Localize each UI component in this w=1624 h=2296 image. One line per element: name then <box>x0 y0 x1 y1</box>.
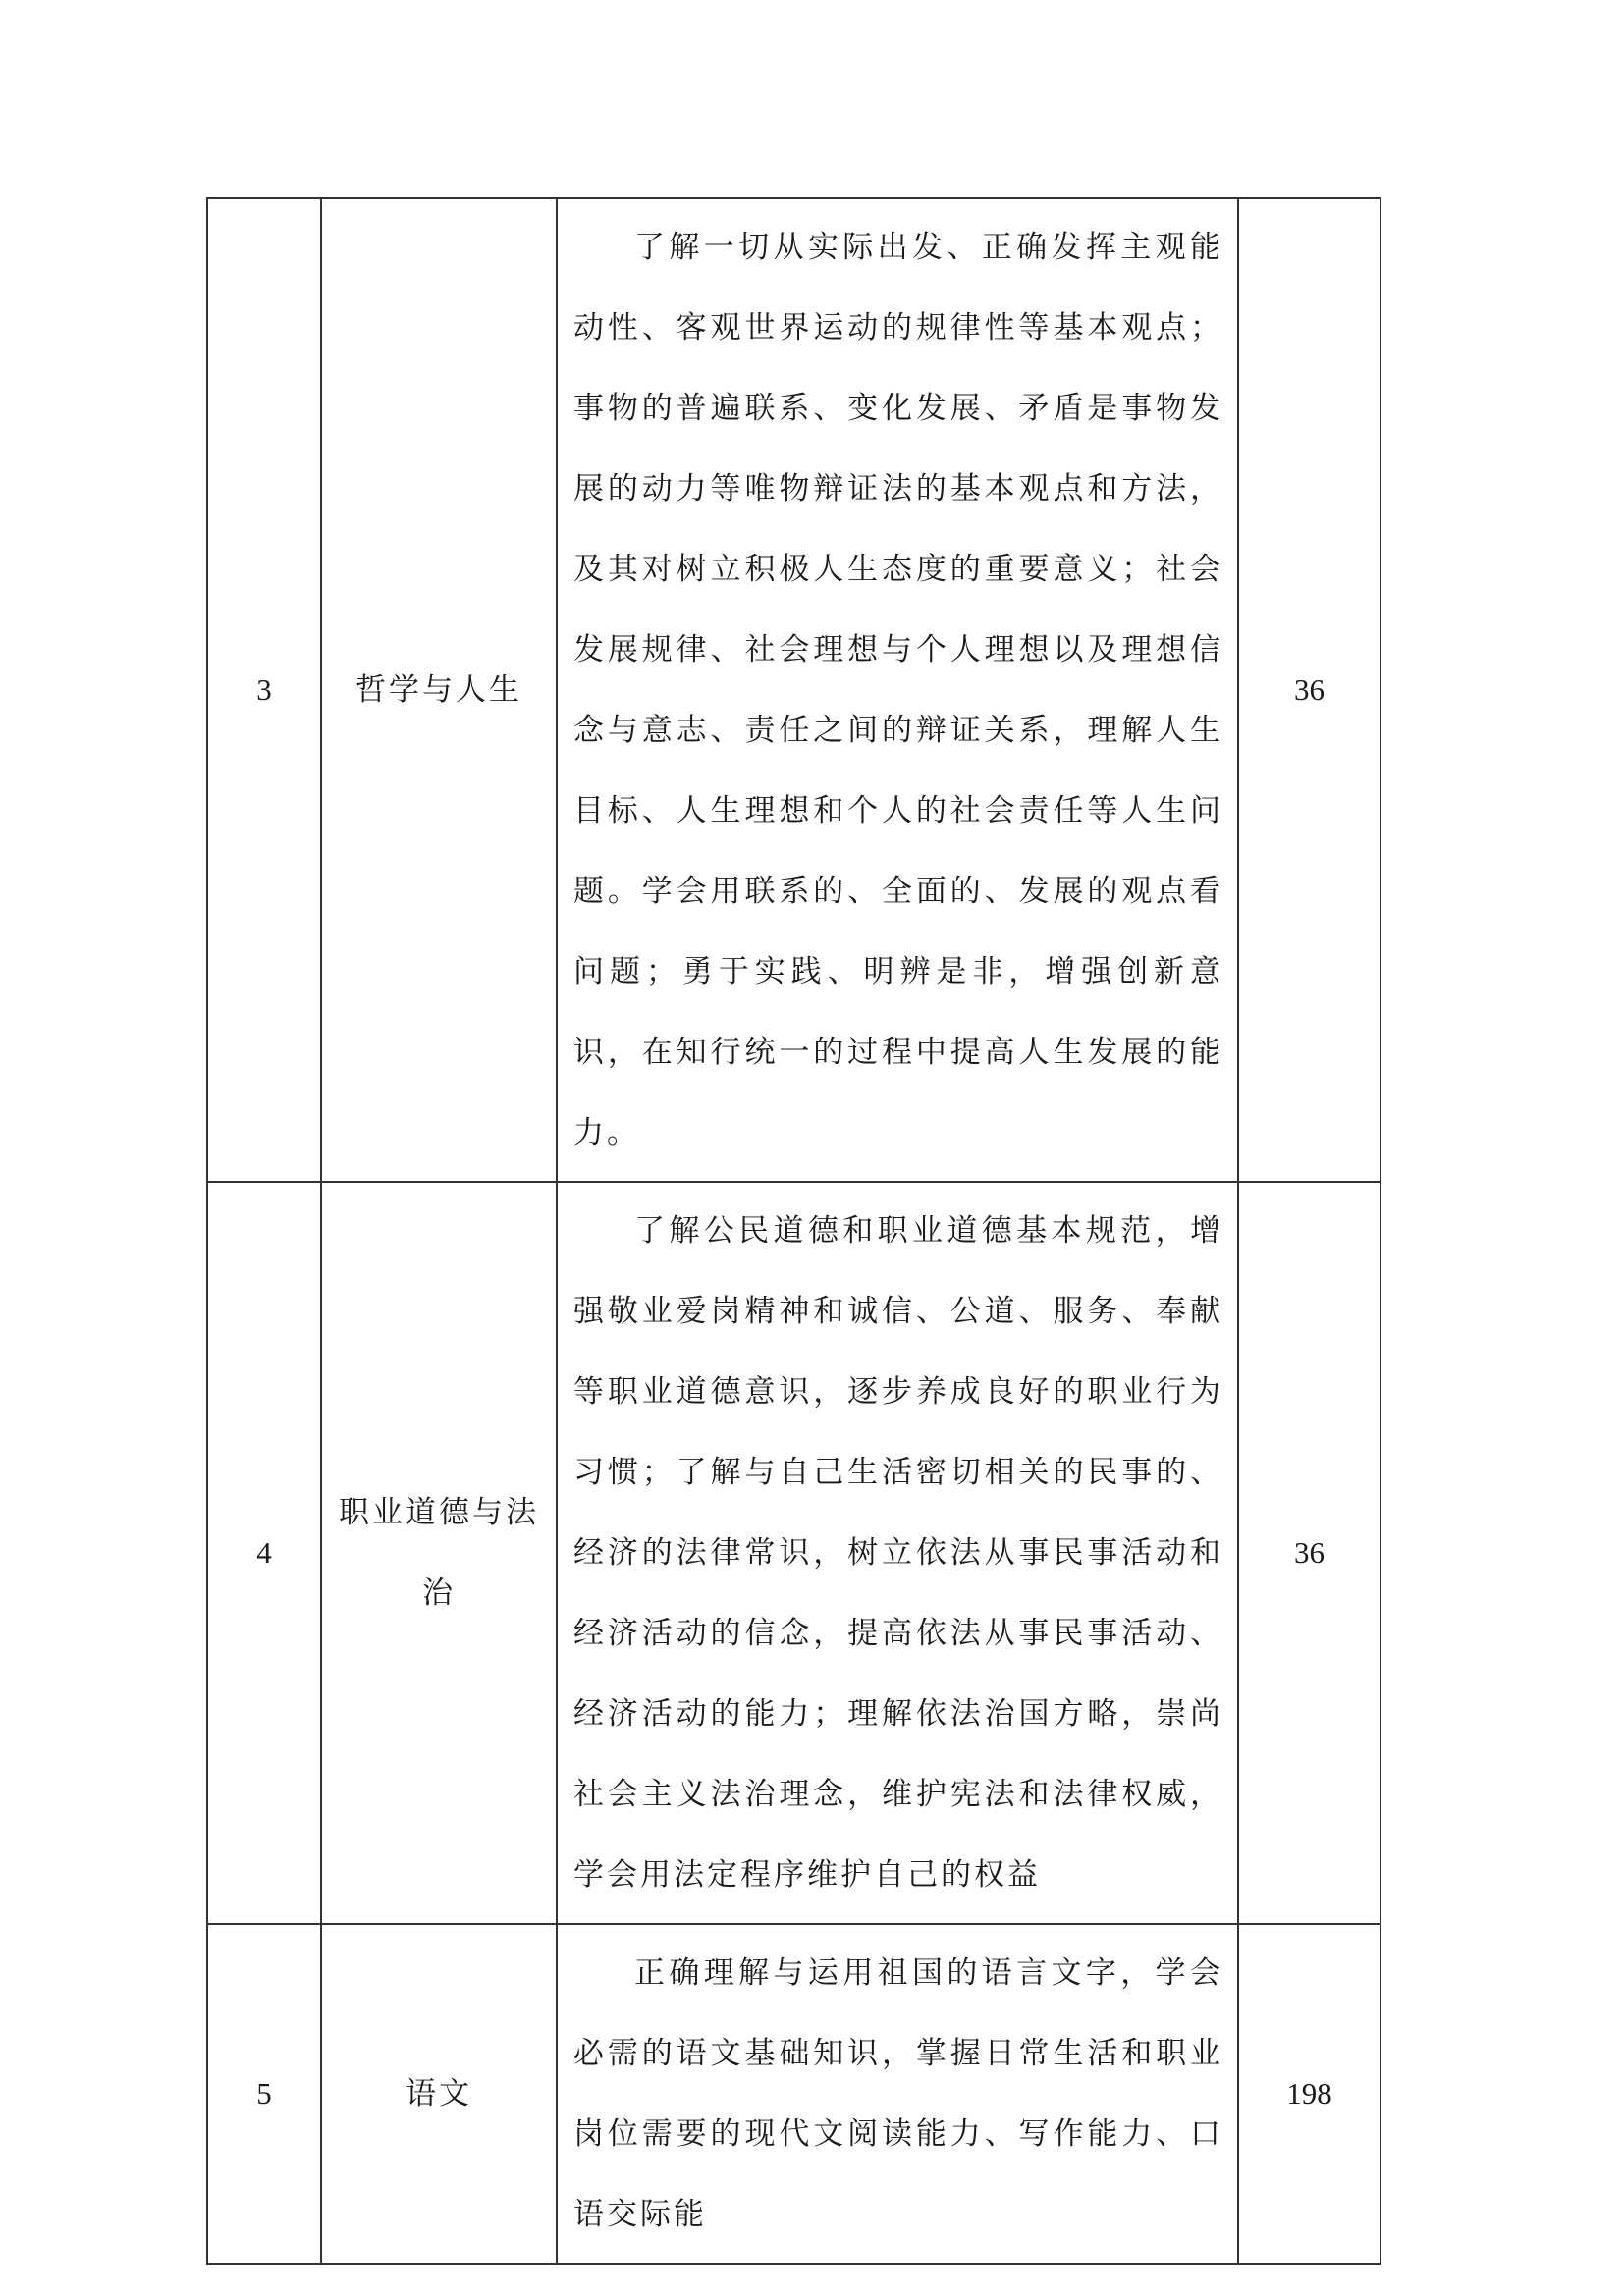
course-description-cell <box>557 1182 1238 1924</box>
table-row <box>207 1182 1380 1924</box>
table-row <box>207 1924 1380 2264</box>
course-number: 4 <box>207 1182 321 1924</box>
course-description-cell <box>557 1924 1238 2264</box>
course-hours: 36 <box>1238 1182 1380 1924</box>
course-name: 哲学与人生 <box>321 198 557 1182</box>
course-name: 语文 <box>321 1924 557 2264</box>
course-description: 正确理解与运用祖国的语言文字，学会必需的语文基础知识，掌握日常生活和职业岗位需要的现代文阅读能力、写作能力、口语交际能 <box>573 1955 1223 2232</box>
course-hours: 36 <box>1238 198 1380 1182</box>
course-table <box>206 197 1381 2265</box>
course-name: 职业道德与法治 <box>321 1182 557 1924</box>
course-number: 5 <box>207 1924 321 2264</box>
course-number: 3 <box>207 198 321 1182</box>
table-row <box>207 198 1380 1182</box>
course-description-cell <box>557 198 1238 1182</box>
course-description: 了解公民道德和职业道德基本规范，增强敬业爱岗精神和诚信、公道、服务、奉献等职业道德意识，逐步养成良好的职业行为习惯；了解与自己生活密切相关的民事的、经济的法律常识，树立依法从事民事活动和经济活动的信念，提高依法从事民事活动、经济活动的能力；理解依法治国方略，崇尚社会主义法治理念，维护宪法和法律权威，学会用法定程序维护自己的权益 <box>573 1213 1223 1893</box>
course-description: 了解一切从实际出发、正确发挥主观能动性、客观世界运动的规律性等基本观点；事物的普遍联系、变化发展、矛盾是事物发展的动力等唯物辩证法的基本观点和方法，及其对树立积极人生态度的重要意义；社会发展规律、社会理想与个人理想以及理想信念与意志、责任之间的辩证关系，理解人生目标、人生理想和个人的社会责任等人生问题。学会用联系的、全面的、发展的观点看问题；勇于实践、明辨是非，增强创新意识，在知行统一的过程中提高人生发展的能力。 <box>573 230 1223 1150</box>
course-hours: 198 <box>1238 1924 1380 2264</box>
